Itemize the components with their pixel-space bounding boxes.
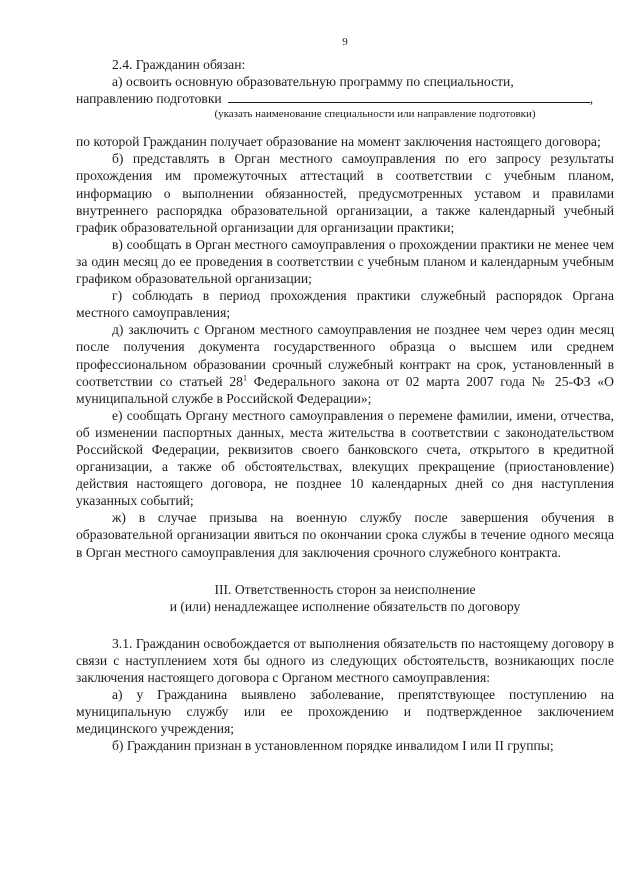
item-2-4-a-line1: а) освоить основную образовательную программу по специальности, — [112, 74, 514, 90]
page-number: 9 — [342, 36, 348, 48]
fill-line-comma: , — [589, 91, 594, 107]
item-2-4-d-part2: Федерального закона от 02 марта 2007 года № 25-ФЗ «О муниципальной службе в Российской Федерации»; — [76, 373, 614, 406]
item-2-4-d-part1: д) заключить с Органом местного самоуправления не позднее чем через один месяц после получения документа государственного образца о высшем или среднем профессиональном образовании срочный служебный контракт на срок, установленный в соответствии со статьей 28 — [76, 322, 614, 389]
specialty-fill-line — [228, 90, 590, 103]
document-body — [76, 56, 614, 754]
item-2-4-d — [76, 321, 614, 406]
article-superscript: 1 — [242, 373, 247, 383]
item-2-4-a-continuation: по которой Гражданин получает образование на момент заключения настоящего договора; — [76, 134, 601, 150]
training-direction-label: направлению подготовки — [76, 91, 222, 107]
item-2-4-e: е) сообщать Органу местного самоуправления о перемене фамилии, имени, отчества, об изменении паспортных данных, места жительства в соответствии с законодательством Российской Федерации, реквизитов своего банковского счета, открытого в кредитной организации, а также об обстоятельствах, влекущих прекращение (приостановление) действия настоящего договора, не позднее 10 календарных дней со дня наступления указанных событий; — [76, 407, 614, 509]
item-2-4-g: г) соблюдать в период прохождения практики служебный распорядок Органа местного самоуправления; — [76, 288, 614, 321]
item-3-1-b: б) Гражданин признан в установленном порядке инвалидом I или II группы; — [112, 738, 554, 754]
item-2-4-v: в) сообщать в Орган местного самоуправления о прохождении практики не менее чем за один месяц до ее проведения в соответствии с учебным планом и календарным учебным графиком образовательной организации; — [76, 236, 614, 287]
item-2-4-a-line2 — [76, 90, 614, 107]
item-2-4-zh: ж) в случае призыва на военную службу после завершения обучения в образовательной организации явиться по окончании срока службы в течение одного месяца в Орган местного самоуправления для заключения срочного служебного контракта. — [76, 510, 614, 560]
specialty-note: (указать наименование специальности или направление подготовки) — [214, 108, 536, 121]
item-3-1-a: а) у Гражданина выявлено заболевание, препятствующее поступлению на муниципальную службу или ее прохождению и подтвержденное заключением медицинского учреждения; — [76, 687, 614, 737]
section-2-4-heading: 2.4. Гражданин обязан: — [112, 57, 246, 72]
section-3-title-line2: и (или) ненадлежащее исполнение обязательств по договору — [169, 598, 521, 614]
section-3-title-line1: III. Ответственность сторон за неисполнение — [214, 581, 476, 597]
item-2-4-b: б) представлять в Орган местного самоуправления по его запросу результаты прохождения им промежуточных аттестаций в соответствии с учебным планом, информацию о выполнении обязанностей, предусмотренных уставом и правилами внутреннего распорядка образовательной организации, а также календарный учебный график образовательной организации для организации практики; — [76, 151, 614, 235]
item-3-1: 3.1. Гражданин освобождается от выполнения обязательств по настоящему договору в связи с наступлением хотя бы одного из следующих обстоятельств, возникающих после заключения настоящего договора с Органом местного самоуправления: — [76, 635, 614, 685]
